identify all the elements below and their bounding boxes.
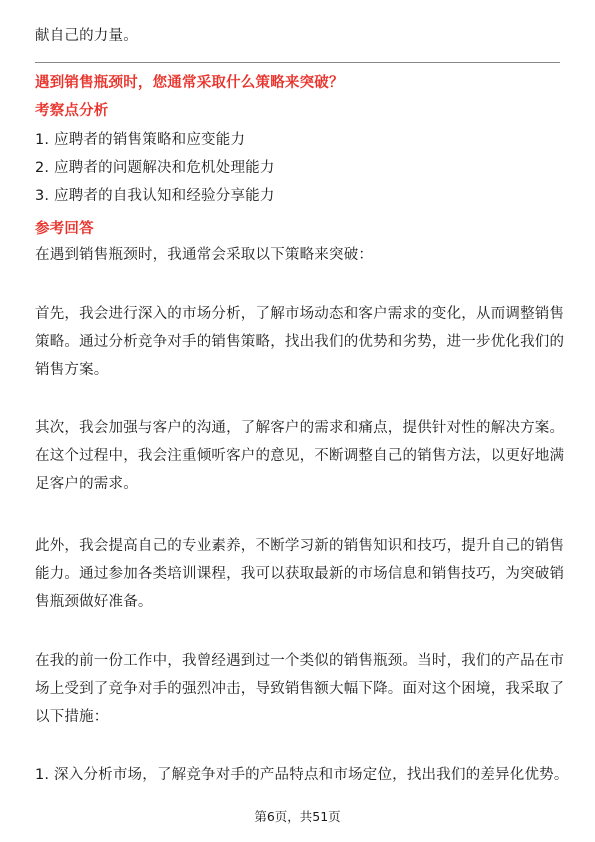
paragraph-line: 以下措施： — [35, 709, 109, 725]
paragraph-line: 售瓶颈做好准备。 — [35, 594, 153, 610]
analysis-heading: 考察点分析 — [35, 103, 109, 119]
intro-tail-text: 献自己的力量。 — [35, 28, 138, 44]
paragraph-line: 销售方案。 — [35, 362, 109, 378]
section-divider — [35, 62, 560, 63]
analysis-item: 1. 应聘者的销售策略和应变能力 — [35, 132, 246, 148]
question-heading: 遇到销售瓶颈时，您通常采取什么策略来突破？ — [35, 75, 344, 91]
analysis-item: 2. 应聘者的问题解决和危机处理能力 — [35, 160, 275, 176]
paragraph-line: 能力。通过参加各类培训课程，我可以获取最新的市场信息和销售技巧，为突破销 — [35, 566, 565, 582]
paragraph-line: 足客户的需求。 — [35, 476, 138, 492]
paragraph-line: 在我的前一份工作中，我曾经遇到过一个类似的销售瓶颈。当时，我们的产品在市 — [35, 653, 565, 669]
paragraph-line: 场上受到了竞争对手的强烈冲击，导致销售额大幅下降。面对这个困境，我采取了 — [35, 681, 565, 697]
paragraph-line: 首先，我会进行深入的市场分析，了解市场动态和客户需求的变化，从而调整销售 — [35, 306, 565, 322]
answer-heading: 参考回答 — [35, 221, 94, 237]
paragraph-line: 此外，我会提高自己的专业素养，不断学习新的销售知识和技巧，提升自己的销售 — [35, 538, 565, 554]
paragraph-line: 策略。通过分析竞争对手的销售策略，找出我们的优势和劣势，进一步优化我们的 — [35, 334, 565, 350]
answer-opening: 在遇到销售瓶颈时，我通常会采取以下策略来突破： — [35, 247, 374, 263]
paragraph-line: 其次，我会加强与客户的沟通，了解客户的需求和痛点，提供针对性的解决方案。 — [35, 420, 565, 436]
page-number-footer: 第6页，共51页 — [254, 809, 341, 824]
paragraph-line: 在这个过程中，我会注重倾听客户的意见，不断调整自己的销售方法，以更好地满 — [35, 448, 565, 464]
analysis-item: 3. 应聘者的自我认知和经验分享能力 — [35, 188, 275, 204]
paragraph-line: 1. 深入分析市场，了解竞争对手的产品特点和市场定位，找出我们的差异化优势。 — [35, 767, 569, 783]
